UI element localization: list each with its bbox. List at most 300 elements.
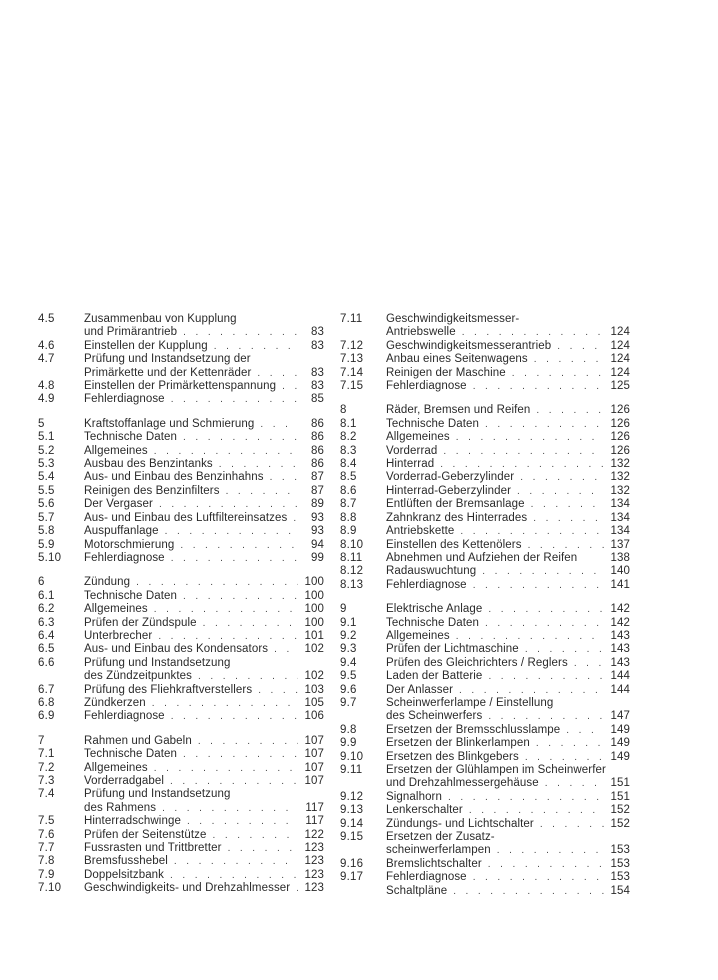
page-number: 107 <box>304 775 324 787</box>
entry-body <box>84 748 324 761</box>
entry-line <box>386 737 630 750</box>
dot-leader <box>467 380 604 393</box>
entry-title: Motorschmierung <box>84 538 175 551</box>
page-number: 123 <box>304 868 324 881</box>
dot-leader <box>528 353 604 366</box>
entry-title: Technische Daten <box>84 748 178 761</box>
entry-line <box>84 418 324 431</box>
dot-leader <box>168 855 298 868</box>
toc-entry <box>38 525 324 538</box>
page-number: 123 <box>304 855 324 868</box>
toc-entry <box>38 617 324 630</box>
dot-leader <box>568 657 604 670</box>
page-number: 149 <box>610 737 630 750</box>
entry-body <box>84 340 324 353</box>
section-number: 7.2 <box>38 761 55 774</box>
entry-title: Zusammenbau von Kupplung <box>84 313 237 325</box>
entry-body <box>84 829 324 842</box>
toc-entry <box>38 710 324 723</box>
entry-line <box>386 643 630 656</box>
entry-title: Antriebswelle <box>386 326 456 339</box>
entry-title: Scheinwerferlampe / Einstellung <box>386 696 554 709</box>
page-number: 87 <box>311 471 324 484</box>
dot-leader <box>287 512 298 525</box>
entry-title: Zündungs- und Lichtschalter <box>386 817 534 830</box>
page-number: 100 <box>304 589 324 602</box>
entry-line <box>84 367 324 380</box>
entry-line <box>386 791 630 804</box>
section-number: 8.4 <box>340 458 357 471</box>
entry-title: Prüfung und Instandsetzung <box>84 788 231 801</box>
toc-entry <box>340 404 630 417</box>
section-number: 6.6 <box>38 656 55 669</box>
section-number: 8.6 <box>340 484 357 497</box>
dot-leader <box>479 418 604 431</box>
dot-leader <box>276 380 298 393</box>
page-number: 142 <box>610 616 630 629</box>
entry-line <box>84 498 324 511</box>
toc-entry <box>38 353 324 380</box>
section-number: 6.3 <box>38 616 55 629</box>
entry-body <box>84 882 324 895</box>
entry-title: Fehlerdiagnose <box>386 380 467 393</box>
entry-title: Entlüften der Bremsanlage <box>386 498 525 511</box>
dot-leader <box>539 777 604 790</box>
entry-line <box>84 748 324 761</box>
toc-entry <box>340 617 630 630</box>
toc-entry <box>340 697 630 724</box>
entry-line <box>386 313 630 326</box>
entry-line <box>84 617 324 630</box>
page-number: 86 <box>311 431 324 444</box>
entry-line <box>386 525 630 538</box>
entry-title: Reinigen der Maschine <box>386 366 506 379</box>
entry-body <box>386 684 630 697</box>
section-number: 9.11 <box>340 764 363 776</box>
dot-leader <box>491 844 604 857</box>
entry-line <box>386 670 630 683</box>
entry-title: Reinigen des Benzinfilters <box>84 484 220 497</box>
entry-line <box>386 684 630 697</box>
entry-line <box>84 697 324 710</box>
toc-entry <box>38 762 324 775</box>
page-number: 134 <box>610 498 630 511</box>
toc-entry <box>340 831 630 858</box>
entry-title: Prüfen der Zündspule <box>84 616 197 629</box>
entry-body <box>84 842 324 855</box>
page-number: 143 <box>610 656 630 669</box>
dot-leader <box>251 367 298 380</box>
entry-body <box>386 603 630 616</box>
entry-line <box>84 512 324 525</box>
section-number: 5.10 <box>38 551 62 564</box>
entry-body <box>386 670 630 683</box>
dot-leader <box>148 762 298 775</box>
entry-title: Fehlerdiagnose <box>84 393 165 406</box>
entry-title: Geschwindigkeitsmesserantrieb <box>386 339 552 352</box>
dot-leader <box>222 842 298 855</box>
entry-line <box>386 485 630 498</box>
entry-body <box>386 831 630 858</box>
page-number: 105 <box>304 696 324 709</box>
entry-body <box>386 871 630 884</box>
dot-leader <box>463 804 604 817</box>
entry-body <box>386 380 630 393</box>
entry-line <box>386 380 630 393</box>
entry-body <box>84 630 324 643</box>
page-number: 100 <box>304 576 324 589</box>
page-number: 94 <box>311 538 324 551</box>
entry-line <box>386 710 630 723</box>
entry-body <box>386 525 630 538</box>
dot-leader <box>197 617 298 630</box>
dot-leader <box>456 326 604 339</box>
toc-entry <box>38 498 324 511</box>
toc-entry <box>38 788 324 815</box>
entry-line <box>84 855 324 868</box>
entry-line <box>84 485 324 498</box>
entry-line <box>84 590 324 603</box>
section-number: 5.6 <box>38 498 55 511</box>
page-number: 122 <box>304 828 324 841</box>
dot-leader <box>159 525 298 538</box>
entry-body <box>84 815 324 828</box>
toc-entry <box>340 670 630 683</box>
entry-body <box>386 485 630 498</box>
page-number: 142 <box>610 603 630 616</box>
toc-entry <box>340 313 630 340</box>
entry-body <box>386 764 630 791</box>
entry-line <box>84 882 324 895</box>
page-number: 102 <box>304 670 324 683</box>
entry-title: Prüfen des Gleichrichters / Reglers <box>386 656 568 669</box>
dot-leader <box>290 882 298 895</box>
entry-line <box>386 697 630 710</box>
entry-title: Antriebskette <box>386 525 455 538</box>
entry-line <box>84 525 324 538</box>
toc-entry <box>38 552 324 565</box>
entry-body <box>386 579 630 592</box>
toc-left-column <box>38 313 324 896</box>
entry-body <box>386 539 630 552</box>
section-number: 8.3 <box>340 444 357 457</box>
dot-leader <box>268 643 298 656</box>
dot-leader <box>482 710 604 723</box>
dot-leader <box>220 485 298 498</box>
section-number: 8.12 <box>340 565 364 578</box>
dot-leader <box>148 603 298 616</box>
entry-line <box>386 617 630 630</box>
entry-line <box>84 603 324 616</box>
entry-body <box>386 657 630 670</box>
entry-line <box>84 710 324 723</box>
entry-body <box>84 603 324 616</box>
section-number: 9.2 <box>340 629 357 642</box>
page-number: 126 <box>610 444 630 457</box>
toc-entry <box>340 684 630 697</box>
entry-line <box>386 431 630 444</box>
dot-leader <box>192 735 298 748</box>
entry-title: Ersetzen der Glühlampen im Scheinwerfer <box>386 764 606 776</box>
toc-right-column <box>340 313 630 898</box>
entry-body <box>84 539 324 552</box>
entry-line <box>386 512 630 525</box>
page-number: 102 <box>304 643 324 656</box>
page-number: 125 <box>610 380 630 393</box>
section-number: 7.13 <box>340 353 364 366</box>
entry-line <box>84 630 324 643</box>
toc-entry <box>340 471 630 484</box>
dot-leader <box>447 885 604 898</box>
entry-title: Geschwindigkeits- und Drehzahlmesser <box>84 882 291 895</box>
entry-title: Einstellen der Primärkettenspannung <box>84 380 277 393</box>
entry-line <box>386 777 630 790</box>
dot-leader <box>454 525 604 538</box>
section-number: 9.14 <box>340 817 364 830</box>
entry-body <box>84 762 324 775</box>
entry-title: Räder, Bremsen und Reifen <box>386 404 531 417</box>
toc-entry <box>38 458 324 471</box>
page-number: 123 <box>304 882 324 895</box>
toc-entry <box>340 791 630 804</box>
toc-entry <box>38 882 324 895</box>
section-number: 8.1 <box>340 417 357 430</box>
entry-line <box>386 579 630 592</box>
page-number: 144 <box>610 670 630 683</box>
toc-entry <box>38 418 324 431</box>
entry-line <box>386 565 630 578</box>
entry-title: Hinterrad-Geberzylinder <box>386 484 512 497</box>
page-number: 126 <box>610 417 630 430</box>
entry-title: Kraftstoffanlage und Schmierung <box>84 417 255 430</box>
entry-title: Primärkette und der Kettenräder <box>84 366 252 379</box>
toc-entry <box>340 565 630 578</box>
entry-line <box>84 802 324 815</box>
page-number: 143 <box>610 629 630 642</box>
page-number: 86 <box>311 417 324 430</box>
toc-entry <box>340 380 630 393</box>
section-number: 8.5 <box>340 471 357 484</box>
entry-title: Unterbrecher <box>84 629 153 642</box>
section-number: 8.11 <box>340 551 363 564</box>
section-number: 7.7 <box>38 842 55 855</box>
page-number: 86 <box>311 458 324 471</box>
dot-leader <box>146 697 298 710</box>
entry-line <box>386 326 630 339</box>
entry-title: und Primärantrieb <box>84 326 178 339</box>
section-number: 9.4 <box>340 656 357 669</box>
section-number: 5.3 <box>38 458 55 471</box>
entry-title: Technische Daten <box>386 616 480 629</box>
entry-body <box>386 697 630 724</box>
page-number: 124 <box>610 353 630 366</box>
entry-title: Prüfung und Instandsetzung der <box>84 353 251 366</box>
toc-entry <box>340 552 630 565</box>
page-number: 126 <box>610 404 630 417</box>
toc-entry <box>340 724 630 737</box>
page-number: 147 <box>610 710 630 723</box>
page-number: 87 <box>311 484 324 497</box>
entry-title: Allgemeines <box>84 444 148 457</box>
entry-title: Vorderrad <box>386 444 438 457</box>
dot-leader <box>442 791 604 804</box>
section-number: 7.11 <box>340 313 363 325</box>
entry-title: Aus- und Einbau des Kondensators <box>84 643 269 656</box>
entry-body <box>84 617 324 630</box>
entry-title: Prüfung und Instandsetzung <box>84 656 231 669</box>
entry-title: Doppelsitzbank <box>84 868 165 881</box>
entry-body <box>84 353 324 380</box>
section-gap <box>38 724 324 735</box>
toc-entry <box>340 804 630 817</box>
entry-body <box>386 552 630 565</box>
toc-entry <box>340 643 630 656</box>
toc-entry <box>38 393 324 406</box>
section-number: 9.7 <box>340 696 357 709</box>
entry-body <box>386 617 630 630</box>
entry-line <box>386 552 630 565</box>
dot-leader <box>514 471 604 484</box>
toc-entry <box>38 431 324 444</box>
page-number: 152 <box>610 804 630 817</box>
dot-leader <box>130 576 298 589</box>
section-gap <box>340 592 630 603</box>
entry-line <box>84 326 324 339</box>
page-number: 124 <box>610 366 630 379</box>
entry-title: Fussrasten und Trittbretter <box>84 842 222 855</box>
entry-title: des Scheinwerfers <box>386 710 483 723</box>
page-number: 93 <box>311 525 324 538</box>
entry-body <box>386 751 630 764</box>
page-number: 152 <box>610 817 630 830</box>
entry-title: Technische Daten <box>84 431 178 444</box>
toc-entry <box>340 539 630 552</box>
toc-entry <box>38 380 324 393</box>
page-number: 89 <box>311 498 324 511</box>
entry-line <box>84 643 324 656</box>
entry-body <box>84 458 324 471</box>
page-number: 107 <box>304 748 324 761</box>
page-number: 100 <box>304 603 324 616</box>
entry-title: Prüfen der Seitenstütze <box>84 828 207 841</box>
entry-line <box>386 831 630 844</box>
entry-title: Der Anlasser <box>386 683 454 696</box>
dot-leader <box>252 684 298 697</box>
toc-entry <box>340 603 630 616</box>
entry-title: scheinwerferlampen <box>386 844 491 857</box>
page-number: 86 <box>311 444 324 457</box>
entry-title: Ausbau des Benzintanks <box>84 458 213 471</box>
dot-leader <box>177 748 298 761</box>
dot-leader <box>527 512 604 525</box>
section-number: 7.5 <box>38 815 55 828</box>
dot-leader <box>437 445 604 458</box>
entry-line <box>386 818 630 831</box>
entry-body <box>386 445 630 458</box>
toc-entry <box>38 657 324 684</box>
page-number: 154 <box>610 884 630 897</box>
entry-body <box>386 313 630 340</box>
section-gap <box>340 393 630 404</box>
page-number: 153 <box>610 844 630 857</box>
toc-entry <box>38 539 324 552</box>
entry-body <box>84 418 324 431</box>
dot-leader <box>264 471 298 484</box>
section-number: 6.1 <box>38 589 55 602</box>
entry-body <box>84 590 324 603</box>
toc-entry <box>340 737 630 750</box>
entry-line <box>386 498 630 511</box>
entry-line <box>386 858 630 871</box>
page-number: 107 <box>304 734 324 747</box>
entry-line <box>84 869 324 882</box>
entry-body <box>84 380 324 393</box>
entry-line <box>84 735 324 748</box>
section-number: 9.3 <box>340 643 357 656</box>
entry-body <box>84 445 324 458</box>
section-number: 6 <box>38 576 45 589</box>
page-number: 83 <box>311 339 324 352</box>
dot-leader <box>165 710 298 723</box>
section-number: 4.6 <box>38 339 55 352</box>
section-number: 6.7 <box>38 683 55 696</box>
entry-title: Vorderrad-Geberzylinder <box>386 471 515 484</box>
section-number: 6.5 <box>38 643 55 656</box>
section-number: 9.13 <box>340 804 364 817</box>
entry-body <box>84 735 324 748</box>
toc-entry <box>38 842 324 855</box>
dot-leader <box>434 458 604 471</box>
entry-body <box>386 885 630 898</box>
entry-line <box>84 471 324 484</box>
section-number: 9.17 <box>340 871 364 884</box>
page-number: 149 <box>610 750 630 763</box>
entry-line <box>386 844 630 857</box>
page-number: 117 <box>305 815 324 828</box>
entry-line <box>84 762 324 775</box>
section-number: 6.9 <box>38 710 55 723</box>
entry-title: Der Vergaser <box>84 498 153 511</box>
toc-entry <box>340 353 630 366</box>
entry-title: und Drehzahlmessergehäuse <box>386 777 539 790</box>
page-number: 144 <box>610 683 630 696</box>
page-number: 85 <box>311 393 324 406</box>
page-number: 126 <box>610 431 630 444</box>
dot-leader <box>530 737 604 750</box>
toc-entry <box>38 313 324 340</box>
dot-leader <box>453 684 604 697</box>
section-number: 7.12 <box>340 339 364 352</box>
page-number: 149 <box>610 723 630 736</box>
dot-leader <box>156 802 298 815</box>
toc-entry <box>38 869 324 882</box>
section-number: 6.2 <box>38 603 55 616</box>
toc-entry <box>340 751 630 764</box>
section-number: 7.4 <box>38 788 55 801</box>
entry-line <box>84 829 324 842</box>
page-number: 83 <box>311 326 324 339</box>
page-number: 140 <box>610 565 630 578</box>
dot-leader <box>519 643 604 656</box>
section-number: 9.8 <box>340 723 357 736</box>
entry-line <box>386 764 630 777</box>
page-number: 132 <box>610 458 630 471</box>
toc-entry <box>38 815 324 828</box>
toc-entry <box>340 871 630 884</box>
dot-leader <box>467 871 604 884</box>
entry-line <box>386 539 630 552</box>
entry-line <box>386 804 630 817</box>
